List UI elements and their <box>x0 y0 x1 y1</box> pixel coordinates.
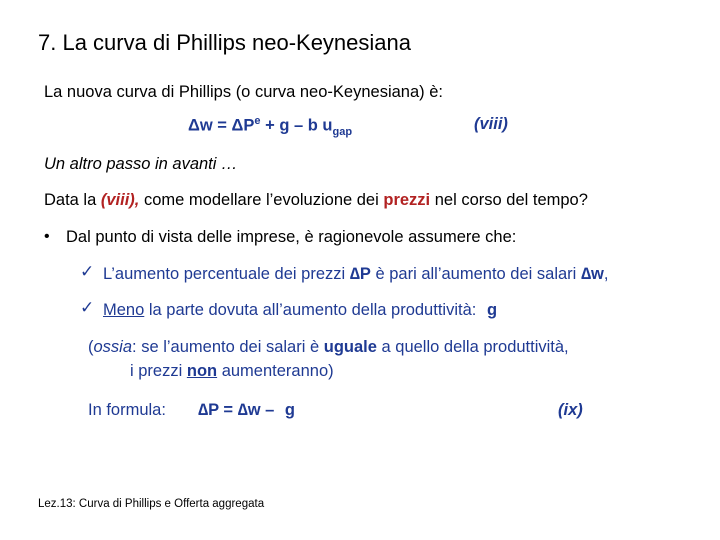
check1-post: , <box>603 265 609 283</box>
question-line <box>44 191 588 210</box>
eq-dpe: ΔP <box>231 116 255 135</box>
check1-dw: ∆w <box>580 265 604 283</box>
note-ossia: ossia <box>93 338 133 356</box>
note-open: ( <box>88 338 94 356</box>
equation-viii <box>188 115 352 138</box>
eq-rest: + g – b u <box>265 116 333 135</box>
check2-text: la parte dovuta all’aumento della produttività: <box>148 301 477 319</box>
check1-pre: L’aumento percentuale dei prezzi <box>103 265 346 283</box>
question-ref: (viii), <box>100 191 140 209</box>
note-t2: a quello della produttività, <box>381 338 569 356</box>
formula-g: g <box>284 401 295 419</box>
question-post: nel corso del tempo? <box>434 191 588 209</box>
check2-line <box>103 301 497 320</box>
question-mid: come modellare l’evoluzione dei <box>143 191 379 209</box>
formula-tag: (ix) <box>558 401 583 419</box>
eq-dpe-sup: e <box>254 115 261 127</box>
slide-footer: Lez.13: Curva di Phillips e Offerta aggregata <box>38 498 265 510</box>
check2-underlined: Meno <box>103 301 145 319</box>
check2-g: g <box>486 301 498 319</box>
note-t1: : se l’aumento dei salari è <box>132 338 320 356</box>
formula-expression <box>198 401 295 420</box>
checkmark-icon: ✓ <box>80 298 95 317</box>
note-non: non <box>186 362 218 380</box>
step-text: Un altro passo in avanti … <box>44 155 238 173</box>
eq-equals: = <box>217 116 227 135</box>
check1-line <box>103 265 608 284</box>
note-t4: aumenteranno) <box>221 362 334 380</box>
note-t3: i prezzi <box>130 362 183 380</box>
intro-text: La nuova curva di Phillips (o curva neo-Keynesiana) è: <box>44 83 443 101</box>
note-line-1 <box>88 338 569 357</box>
question-highlight: prezzi <box>383 191 431 209</box>
formula-label: In formula: <box>88 401 166 419</box>
check1-dp: ∆P <box>349 265 371 283</box>
slide-title: 7. La curva di Phillips neo-Keynesiana <box>38 30 412 55</box>
note-line-2 <box>130 362 334 381</box>
eq-dw: Δw <box>188 116 213 135</box>
bullet-dot-icon: • <box>44 228 50 245</box>
bullet-text: Dal punto di vista delle imprese, è ragionevole assumere che: <box>66 228 517 246</box>
eq-ugap-sub: gap <box>332 125 353 138</box>
equation-viii-label: (viii) <box>474 115 508 133</box>
check1-mid: è pari all’aumento dei salari <box>375 265 577 283</box>
formula-expr: ∆P = ∆w – <box>198 401 275 419</box>
checkmark-icon: ✓ <box>80 262 95 281</box>
question-pre: Data la <box>44 191 97 209</box>
note-uguale: uguale <box>323 338 377 356</box>
